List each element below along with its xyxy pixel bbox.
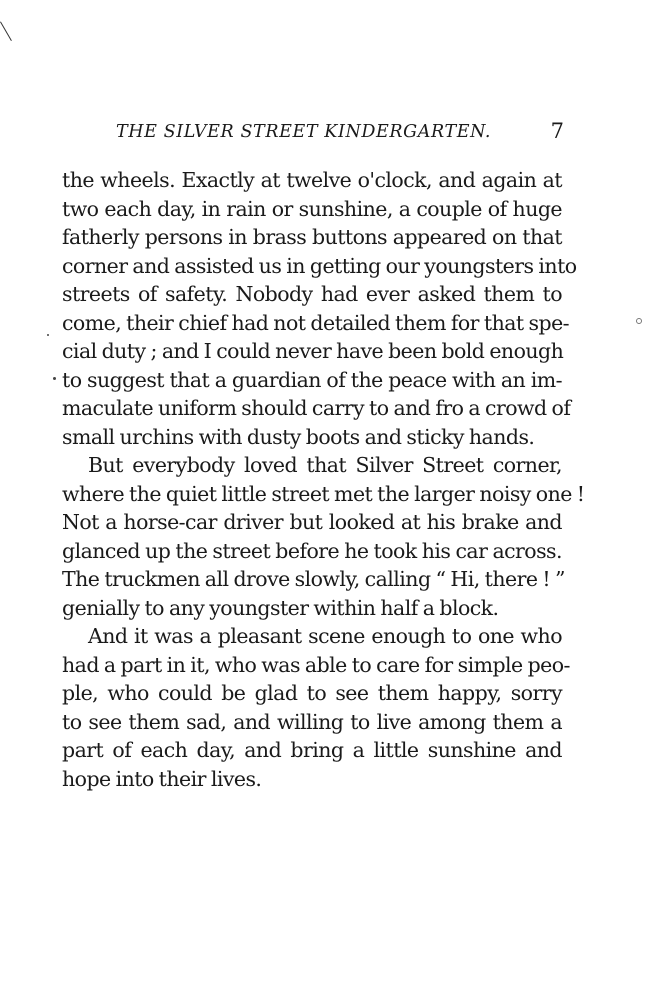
- text-line: But everybody loved that Silver Street corner,: [88, 453, 562, 477]
- running-title: THE SILVER STREET KINDERGARTEN.: [116, 122, 492, 142]
- text-line: hope into their lives.: [62, 766, 262, 791]
- margin-dot: [53, 377, 56, 380]
- margin-dot: [47, 334, 49, 336]
- text-line: And it was a pleasant scene enough to one who: [88, 624, 562, 648]
- text-line: where the quiet little street met the larger noisy one !: [62, 481, 585, 506]
- text-line: the wheels. Exactly at twelve o'clock, and again at: [62, 168, 562, 192]
- text-line: fatherly persons in brass buttons appeared on that: [62, 225, 562, 249]
- text-line: corner and assisted us in getting our youngsters into: [62, 253, 577, 278]
- text-line: to suggest that a guardian of the peace with an im-: [62, 367, 562, 392]
- text-line: glanced up the street before he took his car across.: [62, 538, 562, 563]
- text-line: cial duty ; and I could never have been bold enough: [62, 339, 564, 363]
- text-line: ple, who could be glad to see them happy, sorry: [62, 681, 562, 705]
- text-line: small urchins with dusty boots and sticky hands.: [62, 424, 535, 449]
- page-corner-mark: [0, 22, 12, 42]
- text-line: maculate uniform should carry to and fro a crowd of: [62, 396, 571, 420]
- margin-circle: [636, 318, 642, 324]
- text-line: to see them sad, and willing to live among them a: [62, 709, 562, 734]
- text-line: Not a horse-car driver but looked at his brake and: [62, 510, 562, 534]
- text-line: genially to any youngster within half a block.: [62, 595, 499, 620]
- text-line: The truckmen all drove slowly, calling “ Hi, there ! ”: [62, 567, 565, 591]
- body-text: [62, 166, 585, 793]
- page-number: 7: [550, 119, 564, 143]
- text-line: part of each day, and bring a little sunshine and: [62, 738, 562, 762]
- text-line: had a part in it, who was able to care for simple peo-: [62, 652, 570, 677]
- text-line: come, their chief had not detailed them for that spe-: [62, 310, 570, 335]
- text-line: two each day, in rain or sunshine, a couple of huge: [62, 196, 562, 221]
- text-line: streets of safety. Nobody had ever asked them to: [62, 282, 562, 306]
- running-header: [62, 119, 564, 152]
